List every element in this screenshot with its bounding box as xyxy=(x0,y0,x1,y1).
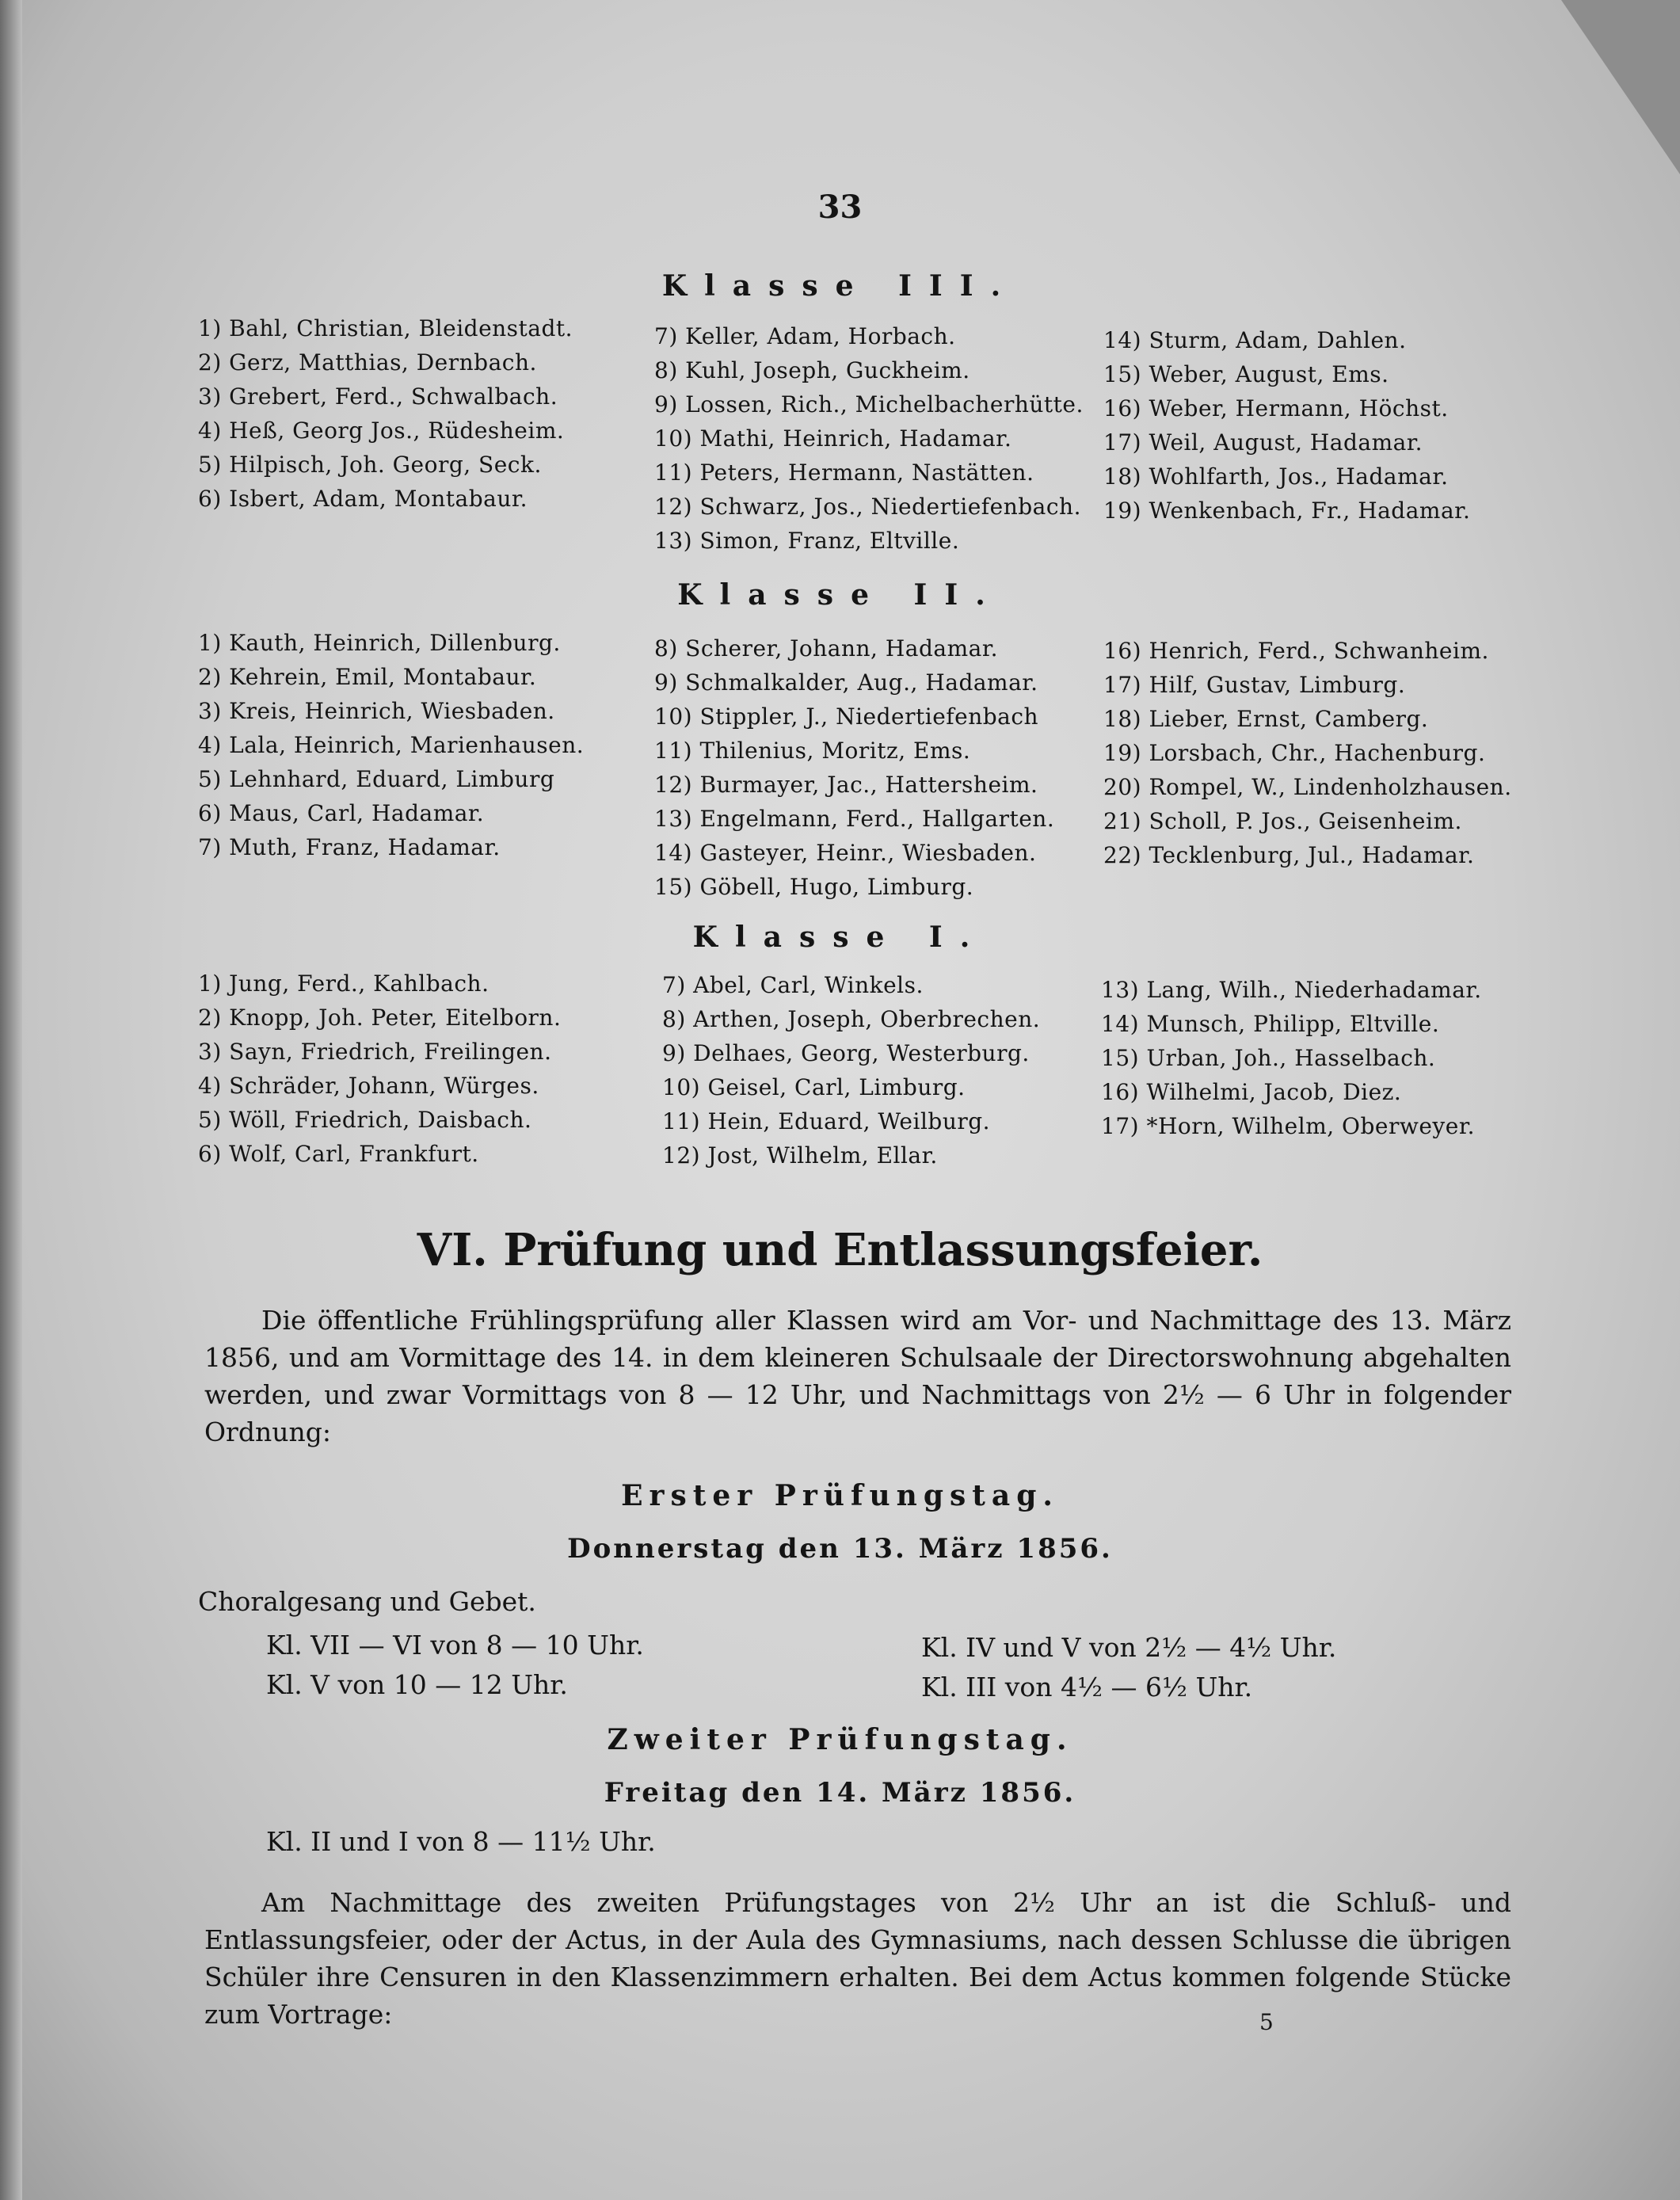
list-item: 7) Abel, Carl, Winkels. xyxy=(662,972,924,998)
list-item: 13) Simon, Franz, Eltville. xyxy=(654,528,960,554)
list-item: 11) Thilenius, Moritz, Ems. xyxy=(654,738,971,764)
list-item: 4) Schräder, Johann, Würges. xyxy=(198,1073,539,1099)
list-item: 16) Wilhelmi, Jacob, Diez. xyxy=(1101,1079,1402,1105)
klasse-ii-col2 xyxy=(654,631,1054,904)
klasse-i-col2 xyxy=(662,968,1040,1172)
day2-date: Freitag den 14. März 1856. xyxy=(604,1777,1076,1809)
list-item: 3) Sayn, Friedrich, Freilingen. xyxy=(198,1039,552,1065)
day1-slot-1: Kl. VII — VI von 8 — 10 Uhr. xyxy=(266,1630,644,1660)
list-item: 5) Hilpisch, Joh. Georg, Seck. xyxy=(198,452,542,478)
list-item: 9) Schmalkalder, Aug., Hadamar. xyxy=(654,669,1038,696)
list-item: 6) Maus, Carl, Hadamar. xyxy=(198,800,485,826)
klasse-i-col3 xyxy=(1101,973,1482,1143)
list-item: 11) Hein, Eduard, Weilburg. xyxy=(662,1108,991,1134)
list-item: 9) Delhaes, Georg, Westerburg. xyxy=(662,1040,1030,1066)
list-item: 15) Göbell, Hugo, Limburg. xyxy=(654,874,974,900)
list-item: 22) Tecklenburg, Jul., Hadamar. xyxy=(1103,842,1475,868)
intro-paragraph: Die öffentliche Frühlingsprüfung aller Klassen wird am Vor- und Nachmittage des 13. März 1856, und am Vormittage des 14. in dem kleineren Schulsaale der Directorswohnung abgehalten werden, und zwar Vormittags von 8 — 12 Uhr, und Nachmittags von 2½ — 6 Uhr in folgender Ordnung: xyxy=(204,1305,1511,1447)
list-item: 2) Knopp, Joh. Peter, Eitelborn. xyxy=(198,1005,562,1031)
list-item: 6) Wolf, Carl, Frankfurt. xyxy=(198,1141,479,1167)
signature-number: 5 xyxy=(1259,2009,1274,2035)
list-item: 7) Keller, Adam, Horbach. xyxy=(654,323,956,349)
page-number: 33 xyxy=(817,189,863,226)
day1-slot-3: Kl. IV und V von 2½ — 4½ Uhr. xyxy=(921,1632,1337,1663)
list-item: 3) Kreis, Heinrich, Wiesbaden. xyxy=(198,698,555,724)
list-item: 4) Heß, Georg Jos., Rüdesheim. xyxy=(198,418,565,444)
list-item: 1) Kauth, Heinrich, Dillenburg. xyxy=(198,630,561,656)
list-item: 16) Henrich, Ferd., Schwanheim. xyxy=(1103,638,1489,664)
section-title: VI. Prüfung und Entlassungsfeier. xyxy=(417,1224,1263,1276)
list-item: 5) Lehnhard, Eduard, Limburg xyxy=(198,766,555,792)
list-item: 15) Weber, August, Ems. xyxy=(1103,361,1389,387)
day1-date: Donnerstag den 13. März 1856. xyxy=(567,1533,1113,1565)
list-item: 17) Weil, August, Hadamar. xyxy=(1103,429,1423,456)
list-item: 19) Lorsbach, Chr., Hachenburg. xyxy=(1103,740,1486,766)
day1-opening: Choralgesang und Gebet. xyxy=(198,1586,536,1617)
list-item: 11) Peters, Hermann, Nastätten. xyxy=(654,459,1034,486)
list-item: 8) Scherer, Johann, Hadamar. xyxy=(654,635,999,662)
list-item: 6) Isbert, Adam, Montabaur. xyxy=(198,486,528,512)
list-item: 9) Lossen, Rich., Michelbacherhütte. xyxy=(654,391,1084,418)
list-item: 8) Kuhl, Joseph, Guckheim. xyxy=(654,357,970,383)
list-item: 17) *Horn, Wilhelm, Oberweyer. xyxy=(1101,1113,1476,1139)
list-item: 18) Wohlfarth, Jos., Hadamar. xyxy=(1103,463,1449,490)
day1-slot-4: Kl. III von 4½ — 6½ Uhr. xyxy=(921,1672,1253,1702)
day1-slot-2: Kl. V von 10 — 12 Uhr. xyxy=(266,1669,568,1700)
list-item: 15) Urban, Joh., Hasselbach. xyxy=(1101,1045,1436,1071)
list-item: 2) Kehrein, Emil, Montabaur. xyxy=(198,664,537,690)
klasse-iii-col2 xyxy=(654,319,1084,558)
list-item: 1) Jung, Ferd., Kahlbach. xyxy=(198,970,490,997)
list-item: 4) Lala, Heinrich, Marienhausen. xyxy=(198,732,585,758)
list-item: 14) Gasteyer, Heinr., Wiesbaden. xyxy=(654,840,1037,866)
list-item: 18) Lieber, Ernst, Camberg. xyxy=(1103,706,1429,732)
klasse-i-col1 xyxy=(198,967,561,1171)
klasse-iii-col1 xyxy=(198,311,573,516)
closing-paragraph: Am Nachmittage des zweiten Prüfungstages von 2½ Uhr an ist die Schluß- und Entlassungsfeier, oder der Actus, in der Aula des Gymnasiums, nach dessen Schlusse die übrigen Schüler ihre Censuren in den Klassenzimmern erhalten. Bei dem Actus kommen folgende Stücke zum Vortrage: xyxy=(204,1887,1511,2030)
list-item: 2) Gerz, Matthias, Dernbach. xyxy=(198,349,537,376)
list-item: 10) Geisel, Carl, Limburg. xyxy=(662,1074,966,1100)
list-item: 19) Wenkenbach, Fr., Hadamar. xyxy=(1103,498,1471,524)
list-item: 12) Schwarz, Jos., Niedertiefenbach. xyxy=(654,494,1081,520)
list-item: 17) Hilf, Gustav, Limburg. xyxy=(1103,672,1406,698)
klasse-ii-heading: Klasse II. xyxy=(677,578,1003,612)
folded-corner xyxy=(1561,0,1680,174)
list-item: 21) Scholl, P. Jos., Geisenheim. xyxy=(1103,808,1462,834)
list-item: 14) Sturm, Adam, Dahlen. xyxy=(1103,327,1407,353)
list-item: 10) Mathi, Heinrich, Hadamar. xyxy=(654,425,1012,452)
page-edge-shadow xyxy=(0,0,22,2200)
list-item: 12) Jost, Wilhelm, Ellar. xyxy=(662,1142,938,1169)
klasse-i-heading: Klasse I. xyxy=(692,921,988,954)
klasse-ii-col1 xyxy=(198,626,584,864)
day1-title: Erster Prüfungstag. xyxy=(621,1479,1059,1512)
list-item: 5) Wöll, Friedrich, Daisbach. xyxy=(198,1107,532,1133)
list-item: 13) Lang, Wilh., Niederhadamar. xyxy=(1101,977,1482,1003)
list-item: 10) Stippler, J., Niedertiefenbach xyxy=(654,703,1039,730)
klasse-iii-heading: Klasse III. xyxy=(661,269,1019,303)
list-item: 13) Engelmann, Ferd., Hallgarten. xyxy=(654,806,1055,832)
klasse-iii-col3 xyxy=(1103,323,1470,528)
list-item: 8) Arthen, Joseph, Oberbrechen. xyxy=(662,1006,1041,1032)
day2-slot-1: Kl. II und I von 8 — 11½ Uhr. xyxy=(266,1826,656,1857)
list-item: 7) Muth, Franz, Hadamar. xyxy=(198,834,501,860)
list-item: 14) Munsch, Philipp, Eltville. xyxy=(1101,1011,1440,1037)
klasse-ii-col3 xyxy=(1103,634,1512,872)
list-item: 12) Burmayer, Jac., Hattersheim. xyxy=(654,772,1038,798)
list-item: 1) Bahl, Christian, Bleidenstadt. xyxy=(198,315,573,341)
day2-title: Zweiter Prüfungstag. xyxy=(607,1723,1073,1756)
list-item: 20) Rompel, W., Lindenholzhausen. xyxy=(1103,774,1512,800)
list-item: 16) Weber, Hermann, Höchst. xyxy=(1103,395,1449,421)
list-item: 3) Grebert, Ferd., Schwalbach. xyxy=(198,383,558,410)
